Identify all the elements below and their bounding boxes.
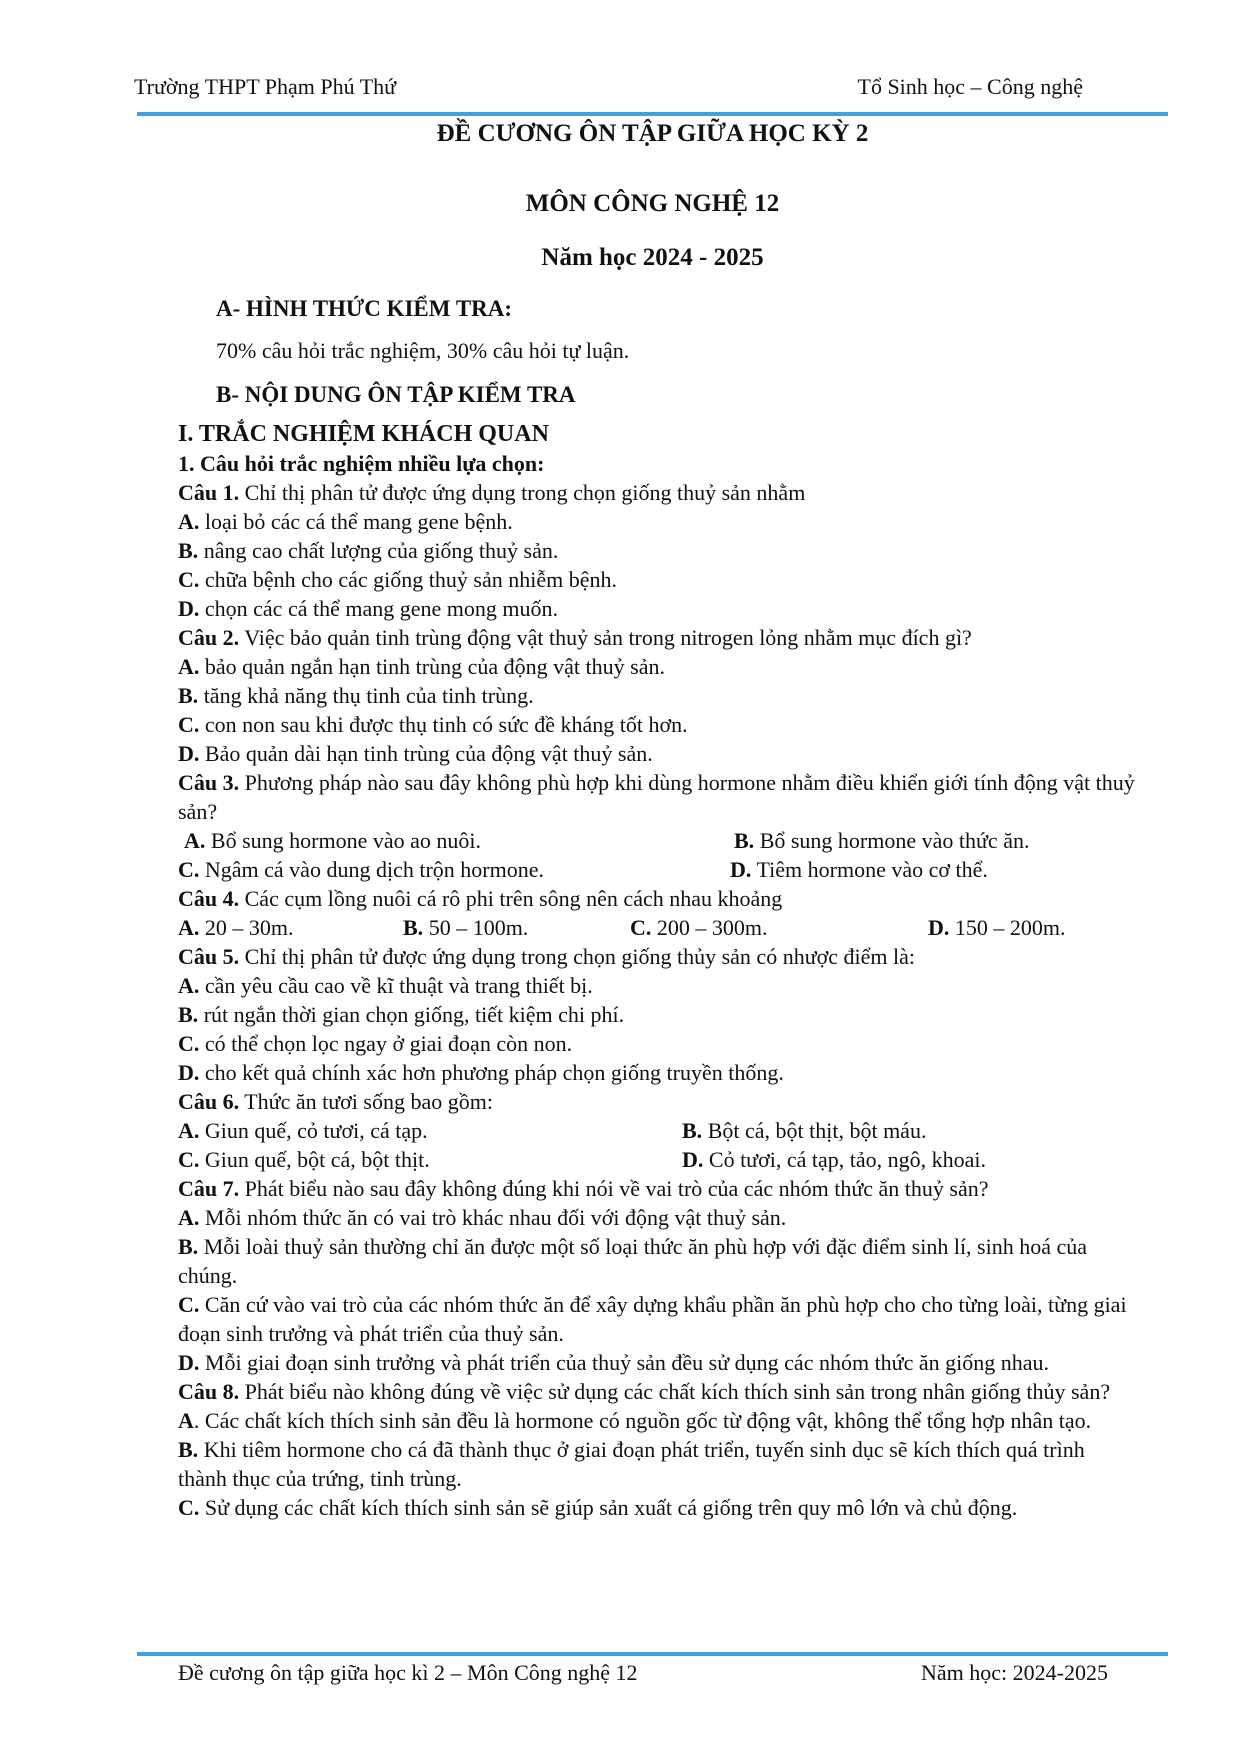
- question-text: Phát biểu nào không đúng về việc sử dụng các chất kích thích sinh sản trong nhân giống thủy sản?: [239, 1379, 1111, 1404]
- question-label: Câu 7.: [178, 1176, 240, 1201]
- option-a: A. Giun quế, cỏ tươi, cá tạp.: [178, 1118, 428, 1143]
- question-label: Câu 5.: [178, 944, 240, 969]
- option-c: C. Giun quế, bột cá, bột thịt.: [178, 1147, 430, 1172]
- option-c: C. Căn cứ vào vai trò của các nhóm thức ăn để xây dựng khẩu phần ăn phù hợp cho cho từng loài, từng giai đoạn sinh trưởng và phát triển của thuỷ sản.: [178, 1292, 1127, 1346]
- question-text: Thức ăn tươi sống bao gồm:: [239, 1089, 493, 1114]
- header-divider: [137, 112, 1168, 116]
- option-c: C. chữa bệnh cho các giống thuỷ sản nhiễm bệnh.: [178, 567, 617, 592]
- option-a: A. bảo quản ngắn hạn tinh trùng của động vật thuỷ sản.: [178, 654, 665, 679]
- question-label: Câu 4.: [178, 886, 240, 911]
- question-3: [178, 768, 1138, 826]
- option-b: B. Khi tiêm hormone cho cá đã thành thục ở giai đoạn phát triển, tuyến sinh dục sẽ kích thích quá trình thành thục của trứng, tinh trùng.: [178, 1437, 1085, 1491]
- option-row: [178, 1116, 1138, 1145]
- question-5: [178, 942, 1138, 971]
- option-a: A. Các chất kích thích sinh sản đều là hormone có nguồn gốc từ động vật, không thể tổng hợp nhân tạo.: [178, 1408, 1092, 1433]
- option-a: A. cần yêu cầu cao về kĩ thuật và trang thiết bị.: [178, 973, 593, 998]
- option-d: D. Mỗi giai đoạn sinh trưởng và phát triển của thuỷ sản đều sử dụng các nhóm thức ăn giống nhau.: [178, 1350, 1050, 1375]
- option-b: B. Mỗi loài thuỷ sản thường chỉ ăn được một số loại thức ăn phù hợp với đặc điểm sinh lí, sinh hoá của chúng.: [178, 1234, 1088, 1288]
- option-b: B. 50 – 100m.: [403, 915, 529, 940]
- option-b: B. tăng khả năng thụ tinh của tinh trùng.: [178, 683, 534, 708]
- option-c: C. Ngâm cá vào dung dịch trộn hormone.: [178, 857, 544, 882]
- question-text: Phương pháp nào sau đây không phù hợp khi dùng hormone nhằm điều khiển giới tính động vật thuỷ sản?: [178, 770, 1135, 824]
- option-b: B. nâng cao chất lượng của giống thuỷ sản.: [178, 538, 559, 563]
- question-label: Câu 8.: [178, 1379, 240, 1404]
- question-text: Việc bảo quản tinh trùng động vật thuỷ sản trong nitrogen lỏng nhằm mục đích gì?: [239, 625, 972, 650]
- school-year-title: Năm học 2024 - 2025: [541, 244, 764, 271]
- part1-heading: I. TRẮC NGHIỆM KHÁCH QUAN: [178, 421, 549, 447]
- question-label: Câu 3.: [178, 770, 240, 795]
- footer-divider: [137, 1652, 1168, 1656]
- option-d: D. Cỏ tươi, cá tạp, tảo, ngô, khoai.: [682, 1147, 987, 1172]
- question-text: Chỉ thị phân tử được ứng dụng trong chọn giống thủy sản có nhược điểm là:: [239, 944, 916, 969]
- option-b: B. rút ngắn thời gian chọn giống, tiết kiệm chi phí.: [178, 1002, 625, 1027]
- footer-year: Năm học: 2024-2025: [921, 1660, 1108, 1685]
- document-title: ĐỀ CƯƠNG ÔN TẬP GIỮA HỌC KỲ 2: [436, 120, 869, 147]
- question-2: [178, 623, 1138, 652]
- question-label: Câu 6.: [178, 1089, 240, 1114]
- question-label: Câu 1.: [178, 480, 240, 505]
- option-d: D. chọn các cá thể mang gene mong muốn.: [178, 596, 558, 621]
- section-a-text: 70% câu hỏi trắc nghiệm, 30% câu hỏi tự luận.: [216, 338, 630, 363]
- question-8: [178, 1377, 1138, 1406]
- option-a: A. Bổ sung hormone vào ao nuôi.: [184, 828, 481, 853]
- school-name: Trường THPT Phạm Phú Thứ: [134, 74, 397, 99]
- question-text: Phát biểu nào sau đây không đúng khi nói về vai trò của các nhóm thức ăn thuỷ sản?: [239, 1176, 989, 1201]
- option-c: C. Sử dụng các chất kích thích sinh sản sẽ giúp sản xuất cá giống trên quy mô lớn và chủ động.: [178, 1495, 1018, 1520]
- option-c: C. 200 – 300m.: [630, 915, 768, 940]
- option-a: A. 20 – 30m.: [178, 915, 294, 940]
- part1-subheading: 1. Câu hỏi trắc nghiệm nhiều lựa chọn:: [178, 451, 545, 476]
- option-b: B. Bột cá, bột thịt, bột máu.: [682, 1118, 927, 1143]
- option-a: A. Mỗi nhóm thức ăn có vai trò khác nhau đối với động vật thuỷ sản.: [178, 1205, 787, 1230]
- question-4: [178, 884, 1138, 913]
- option-a: A. loại bỏ các cá thể mang gene bệnh.: [178, 509, 513, 534]
- department-name: Tổ Sinh học – Công nghệ: [857, 74, 1083, 99]
- option-c: C. có thể chọn lọc ngay ở giai đoạn còn non.: [178, 1031, 573, 1056]
- question-7: [178, 1174, 1138, 1203]
- option-c: C. con non sau khi được thụ tinh có sức đề kháng tốt hơn.: [178, 712, 688, 737]
- option-row: [178, 855, 1138, 884]
- option-d: D. Tiêm hormone vào cơ thể.: [730, 857, 988, 882]
- question-6: [178, 1087, 1138, 1116]
- question-text: Chỉ thị phân tử được ứng dụng trong chọn giống thuỷ sản nhằm: [239, 480, 806, 505]
- section-a-heading: A- HÌNH THỨC KIỂM TRA:: [216, 296, 513, 321]
- option-row: [178, 1145, 1138, 1174]
- section-b-heading: B- NỘI DUNG ÔN TẬP KIỂM TRA: [216, 382, 576, 407]
- option-d: D. Bảo quản dài hạn tinh trùng của động vật thuỷ sản.: [178, 741, 653, 766]
- question-text: Các cụm lồng nuôi cá rô phi trên sông nên cách nhau khoảng: [239, 886, 783, 911]
- option-d: D. cho kết quả chính xác hơn phương pháp chọn giống truyền thống.: [178, 1060, 784, 1085]
- question-1: [178, 478, 1138, 507]
- option-b: B. Bổ sung hormone vào thức ăn.: [734, 828, 1030, 853]
- option-d: D. 150 – 200m.: [928, 915, 1066, 940]
- option-row: [178, 913, 1138, 942]
- question-list: [178, 420, 1138, 1522]
- footer-title: Đề cương ôn tập giữa học kì 2 – Môn Công nghệ 12: [178, 1660, 638, 1685]
- option-row: [178, 826, 1138, 855]
- question-label: Câu 2.: [178, 625, 240, 650]
- subject-title: MÔN CÔNG NGHỆ 12: [525, 190, 780, 217]
